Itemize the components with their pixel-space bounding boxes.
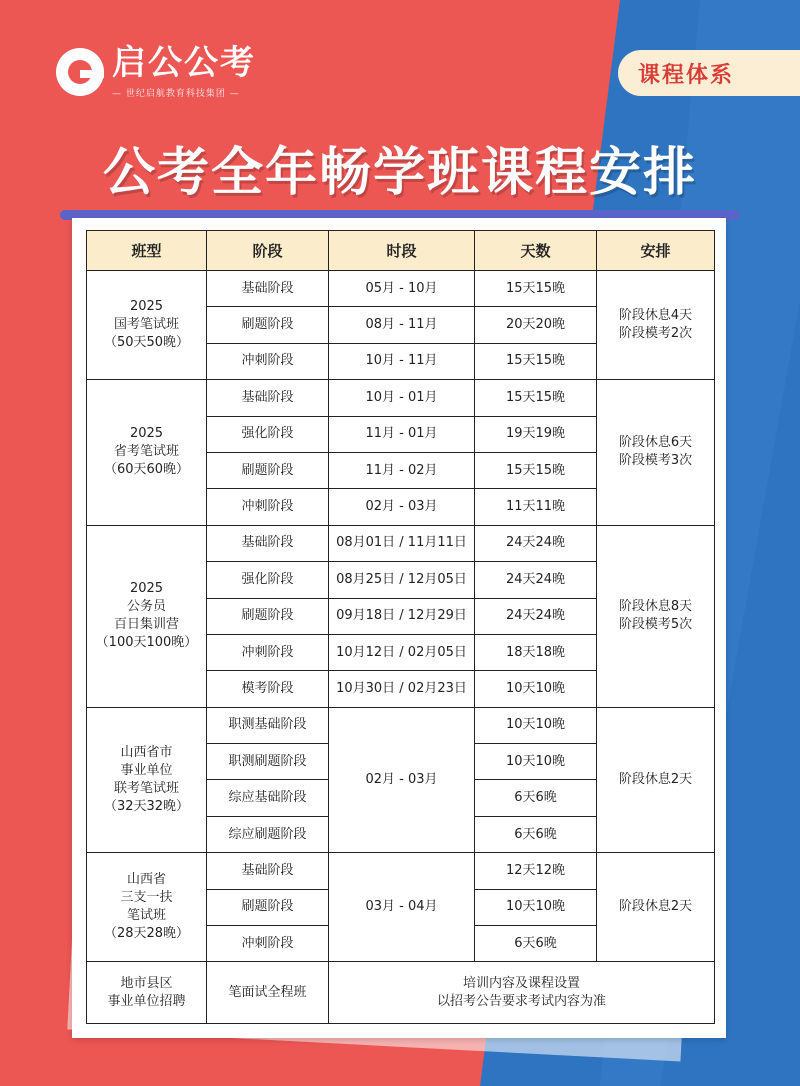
days-cell: 15天15晚 (475, 452, 597, 488)
table-row (87, 525, 715, 561)
arrangement-cell (597, 853, 715, 962)
days-cell: 10天10晚 (475, 889, 597, 925)
period-cell: 10月12日 / 02月05日 (329, 634, 475, 670)
period-cell: 10月30日 / 02月23日 (329, 671, 475, 707)
brand-tagline: — 世纪启航教育科技集团 — (112, 89, 240, 99)
arrangement-line: 阶段模考3次 (618, 453, 693, 469)
arrangement-line: 阶段休息4天 (618, 308, 693, 324)
days-cell: 12天12晚 (475, 853, 597, 889)
header-arrangement: 安排 (597, 231, 715, 271)
class-type-cell (87, 962, 207, 1024)
table-header-row (87, 231, 715, 271)
class-type-line: 联考笔试班 (113, 780, 179, 796)
period-cell: 08月25日 / 12月05日 (329, 562, 475, 598)
arrangement-line: 阶段休息8天 (618, 599, 693, 615)
arrangement-line: 阶段模考2次 (618, 326, 693, 342)
period-cell: 02月 - 03月 (329, 489, 475, 525)
class-type-line: 公务员 (126, 599, 166, 615)
stage-cell: 冲刺阶段 (207, 634, 329, 670)
class-type-line: 2025 (129, 581, 164, 597)
arrangement-cell (597, 271, 715, 380)
class-type-line: 2025 (129, 426, 164, 442)
arrangement-cell (597, 380, 715, 526)
class-type-line: （32天32晚） (103, 798, 190, 814)
class-type-line: （60天60晚） (103, 462, 190, 478)
period-cell: 09月18日 / 12月29日 (329, 598, 475, 634)
note-cell (329, 962, 715, 1024)
days-cell: 6天6晚 (475, 816, 597, 852)
header-class-type: 班型 (87, 231, 207, 271)
class-type-line: 2025 (129, 299, 164, 315)
class-type-cell (87, 380, 207, 526)
table-row (87, 853, 715, 889)
days-cell: 6天6晚 (475, 926, 597, 962)
period-cell: 11月 - 01月 (329, 416, 475, 452)
table-row (87, 707, 715, 743)
course-system-badge: 课程体系 (618, 50, 800, 96)
days-cell: 15天15晚 (475, 343, 597, 379)
note-line: 培训内容及课程设置 (462, 975, 580, 991)
period-cell: 10月 - 11月 (329, 343, 475, 379)
class-type-line: 山西省 (126, 872, 166, 888)
stage-cell: 笔面试全程班 (207, 962, 329, 1024)
course-schedule-table (86, 230, 715, 1024)
arrangement-cell (597, 525, 715, 707)
table-row (87, 271, 715, 307)
period-cell: 08月 - 11月 (329, 307, 475, 343)
class-type-line: 山西省市 (120, 744, 173, 760)
table-row (87, 380, 715, 416)
class-type-line: （28天28晚） (103, 926, 190, 942)
period-cell: 02月 - 03月 (329, 707, 475, 853)
class-type-cell (87, 525, 207, 707)
header-days: 天数 (475, 231, 597, 271)
days-cell: 19天19晚 (475, 416, 597, 452)
days-cell: 11天11晚 (475, 489, 597, 525)
stage-cell: 模考阶段 (207, 671, 329, 707)
days-cell: 6天6晚 (475, 780, 597, 816)
class-type-line: 三支一扶 (120, 890, 173, 906)
arrangement-line: 阶段休息6天 (618, 435, 693, 451)
period-cell: 11月 - 02月 (329, 452, 475, 488)
table-row (87, 962, 715, 1024)
stage-cell: 综应基础阶段 (207, 780, 329, 816)
stage-cell: 强化阶段 (207, 562, 329, 598)
stage-cell: 刷题阶段 (207, 889, 329, 925)
class-type-line: （100天100晚） (95, 635, 198, 651)
arrangement-line: 阶段模考5次 (618, 617, 693, 633)
stage-cell: 基础阶段 (207, 525, 329, 561)
brand-logo-icon (56, 48, 104, 96)
class-type-line: 国考笔试班 (113, 317, 179, 333)
stage-cell: 综应刷题阶段 (207, 816, 329, 852)
arrangement-cell (597, 707, 715, 853)
stage-cell: 冲刺阶段 (207, 343, 329, 379)
days-cell: 18天18晚 (475, 634, 597, 670)
stage-cell: 职测刷题阶段 (207, 744, 329, 780)
class-type-line: 百日集训营 (113, 617, 179, 633)
stage-cell: 职测基础阶段 (207, 707, 329, 743)
stage-cell: 冲刺阶段 (207, 926, 329, 962)
class-type-line: 事业单位 (120, 762, 173, 778)
period-cell: 05月 - 10月 (329, 271, 475, 307)
header-period: 时段 (329, 231, 475, 271)
class-type-cell (87, 707, 207, 853)
stage-cell: 冲刺阶段 (207, 489, 329, 525)
class-type-line: （50天50晚） (103, 335, 190, 351)
class-type-line: 地市县区 (120, 975, 173, 991)
header-stage: 阶段 (207, 231, 329, 271)
note-line: 以招考公告要求考试内容为准 (436, 993, 606, 1009)
days-cell: 24天24晚 (475, 525, 597, 561)
days-cell: 24天24晚 (475, 598, 597, 634)
days-cell: 20天20晚 (475, 307, 597, 343)
stage-cell: 刷题阶段 (207, 307, 329, 343)
days-cell: 24天24晚 (475, 562, 597, 598)
days-cell: 15天15晚 (475, 271, 597, 307)
days-cell: 10天10晚 (475, 671, 597, 707)
stage-cell: 基础阶段 (207, 271, 329, 307)
period-cell: 03月 - 04月 (329, 853, 475, 962)
arrangement-line: 阶段休息2天 (618, 771, 693, 787)
days-cell: 10天10晚 (475, 744, 597, 780)
class-type-cell (87, 271, 207, 380)
stage-cell: 基础阶段 (207, 853, 329, 889)
page-title: 公考全年畅学班课程安排 (102, 143, 697, 203)
stage-cell: 刷题阶段 (207, 452, 329, 488)
period-cell: 10月 - 01月 (329, 380, 475, 416)
period-cell: 08月01日 / 11月11日 (329, 525, 475, 561)
brand-logo (56, 44, 256, 99)
days-cell: 10天10晚 (475, 707, 597, 743)
brand-name: 启公公考 (112, 43, 256, 83)
days-cell: 15天15晚 (475, 380, 597, 416)
arrangement-line: 阶段休息2天 (618, 899, 693, 915)
table-body (87, 271, 715, 1024)
stage-cell: 刷题阶段 (207, 598, 329, 634)
stage-cell: 基础阶段 (207, 380, 329, 416)
class-type-cell (87, 853, 207, 962)
class-type-line: 事业单位招聘 (107, 993, 186, 1009)
stage-cell: 强化阶段 (207, 416, 329, 452)
class-type-line: 笔试班 (126, 908, 166, 924)
class-type-line: 省考笔试班 (113, 444, 179, 460)
